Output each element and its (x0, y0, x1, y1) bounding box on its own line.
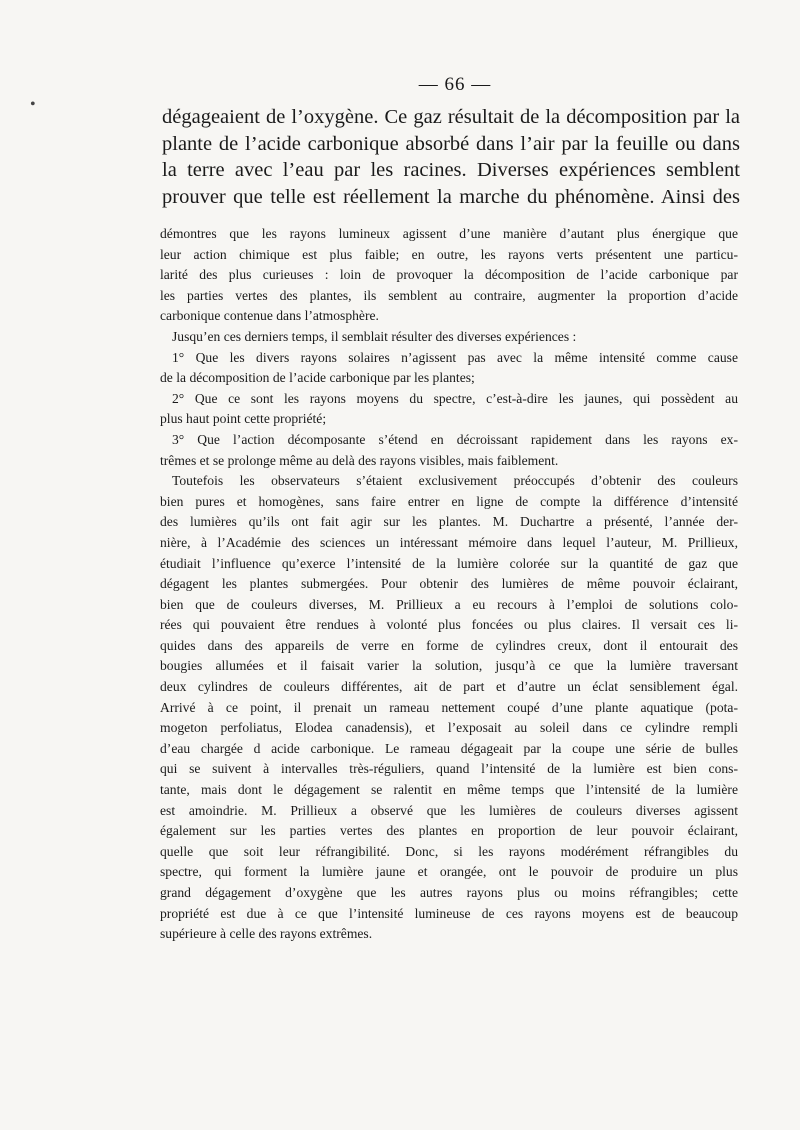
body-line: mogeton perfoliatus, Elodea canadensis), et l’exposait au soleil dans ce cylindre rempli (160, 720, 738, 736)
body-line: démontres que les rayons lumineux agissent d’une manière d’autant plus énergique que (160, 226, 738, 241)
lead-paragraph (162, 104, 740, 210)
body-text (160, 224, 738, 945)
body-line: bougies allumées et il faisait varier la solution, jusqu’à ce que la lumière traversant (160, 658, 738, 674)
body-line: dégagent les plantes submergées. Pour obtenir des lumières de même pouvoir éclairant, (160, 576, 738, 592)
body-line: d’eau chargée d acide carbonique. Le rameau dégageait par la coupe une série de bulles (160, 740, 738, 756)
page-number: — 66 — (418, 74, 492, 95)
body-line: quides dans des appareils de verre en forme de cylindres creux, dont il entourait des (160, 637, 738, 653)
lead-line: la terre avec l’eau par les racines. Diverses expériences semblent (162, 159, 740, 181)
body-line: est amoindrie. M. Prillieux a observé que les lumières de couleurs diverses agissent (160, 802, 738, 818)
body-line: bien pures et homogènes, sans faire entrer en ligne de compte la différence d’intensité (160, 493, 738, 509)
body-line: nière, à l’Académie des sciences un intéressant mémoire dans lequel l’auteur, M. Prillieux, (160, 534, 738, 550)
body-line: Arrivé à ce point, il prenait un rameau nettement coupé d’une plante aquatique (pota- (160, 699, 738, 715)
margin-mark: • (30, 96, 36, 113)
lead-line: prouver que telle est réellement la marche du phénomène. Ainsi des (162, 185, 740, 208)
body-line: rées qui pouvaient être rendues à volonté plus foncées ou plus claires. Il versait ces li- (160, 617, 738, 633)
list-item-2: 2° Que ce sont les rayons moyens du spectre, c’est-à-dire les jaunes, qui possèdent au (172, 390, 738, 406)
body-line: de la décomposition de l’acide carbonique par les plantes; (160, 370, 475, 386)
body-line: des lumières qu’ils ont fait agir sur les plantes. M. Duchartre a présenté, l’année der- (160, 514, 738, 530)
body-line: supérieure à celle des rayons extrêmes. (160, 926, 373, 942)
body-line: spectre, qui forment la lumière jaune et orangée, ont le pouvoir de produire un plus (160, 864, 738, 880)
body-line: quelle que soit leur réfrangibilité. Donc, si les rayons modérément réfrangibles du (160, 843, 738, 859)
body-line: Toutefois les observateurs s’étaient exclusivement préoccupés d’obtenir des couleurs (172, 473, 738, 489)
body-line: également sur les parties vertes des plantes en proportion de leur pouvoir éclairant, (160, 823, 738, 839)
body-line: bien que de couleurs diverses, M. Prillieux a eu recours à l’emploi de solutions colo- (160, 596, 738, 612)
body-line: qui se suivent à intervalles très-réguliers, quand l’intensité de la lumière est bien cons- (160, 761, 738, 777)
body-line: grand dégagement d’oxygène que les autres rayons plus ou moins réfrangibles; cette (160, 885, 738, 900)
list-item-3: 3° Que l’action décomposante s’étend en décroissant rapidement dans les rayons ex- (172, 431, 738, 447)
body-line: tante, mais dont le dégagement se ralentit en même temps que l’intensité de la lumière (160, 782, 738, 798)
body-line: carbonique contenue dans l’atmosphère. (160, 308, 379, 324)
body-line: Jusqu’en ces derniers temps, il semblait résulter des diverses expériences : (172, 328, 577, 344)
body-line: leur action chimique est plus faible; en outre, les rayons verts présentent une particu- (160, 246, 738, 262)
body-line: larité des plus curieuses : loin de provoquer la décomposition de l’acide carbonique par (160, 267, 738, 283)
lead-line: dégageaient de l’oxygène. Ce gaz résultait de la décomposition par la (162, 106, 740, 128)
body-line: étudiait l’influence qu’exerce l’intensité de la lumière colorée sur la quantité de gaz que (160, 555, 738, 571)
body-line: propriété est due à ce que l’intensité lumineuse de ces rayons moyens est de beaucoup (160, 905, 738, 921)
lead-line: plante de l’acide carbonique absorbé dans l’air par la feuille ou dans (162, 132, 740, 155)
body-line: trêmes et se prolonge même au delà des rayons visibles, mais faiblement. (160, 452, 559, 468)
list-item-1: 1° Que les divers rayons solaires n’agissent pas avec la même intensité comme cause (172, 349, 738, 365)
body-line: les parties vertes des plantes, ils semblent au contraire, augmenter la proportion d’acide (160, 287, 738, 303)
body-line: deux cylindres de couleurs différentes, ait de part et d’autre un éclat sensiblement égal. (160, 679, 738, 695)
body-line: plus haut point cette propriété; (160, 411, 327, 427)
